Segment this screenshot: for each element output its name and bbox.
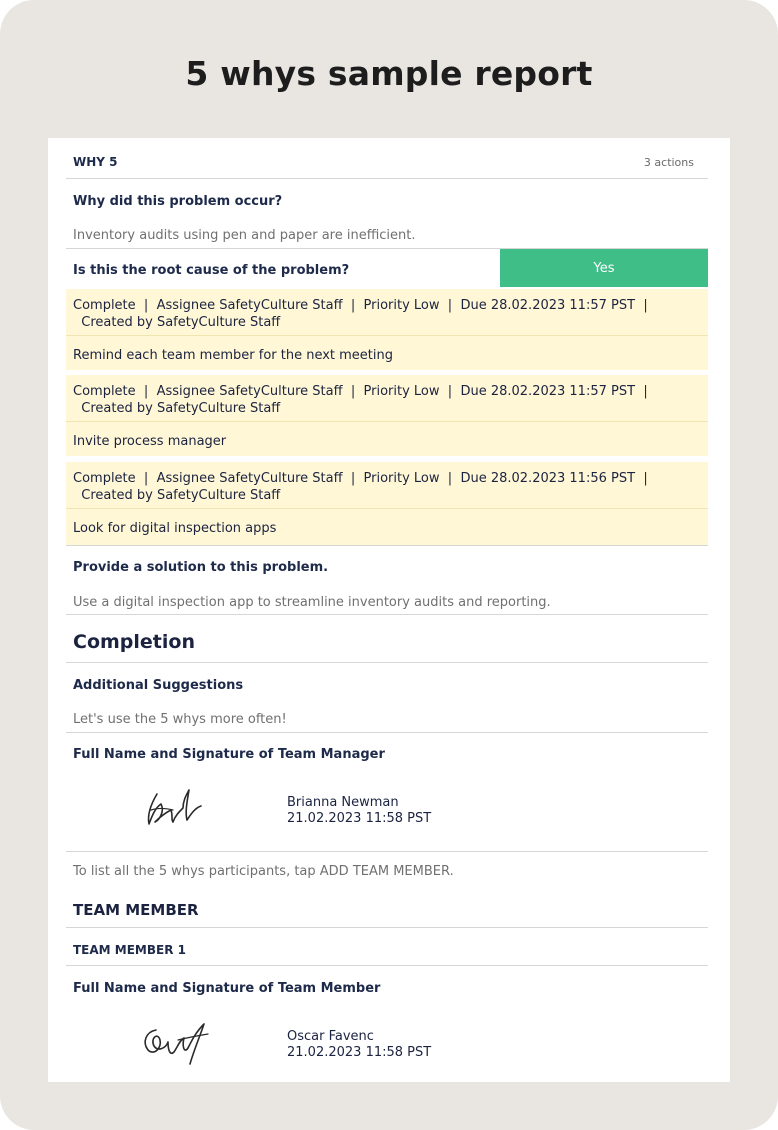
action-meta: Complete | Assignee SafetyCulture Staff | Priority Low | Due 28.02.2023 11:57 PST | Created by SafetyCulture Staff: [73, 384, 648, 416]
action-item-1[interactable]: [66, 289, 708, 370]
completion-heading: Completion: [73, 631, 195, 653]
manager-signature-label: Full Name and Signature of Team Manager: [73, 747, 385, 762]
divider: [66, 614, 708, 615]
divider: [66, 178, 708, 179]
divider: [66, 965, 708, 966]
action-title: Look for digital inspection apps: [73, 521, 277, 536]
manager-timestamp: 21.02.2023 11:58 PST: [287, 811, 432, 826]
action-meta: Complete | Assignee SafetyCulture Staff | Priority Low | Due 28.02.2023 11:56 PST | Created by SafetyCulture Staff: [73, 471, 648, 503]
divider: [66, 732, 708, 733]
action-title: Invite process manager: [73, 434, 227, 449]
action-meta: Complete | Assignee SafetyCulture Staff | Priority Low | Due 28.02.2023 11:57 PST | Created by SafetyCulture Staff: [73, 298, 648, 330]
why-heading: WHY 5: [73, 155, 118, 169]
member-name: Oscar Favenc: [287, 1029, 374, 1044]
participants-hint: To list all the 5 whys participants, tap ADD TEAM MEMBER.: [73, 864, 454, 879]
team-member-1-heading: TEAM MEMBER 1: [73, 943, 186, 957]
action-divider: [66, 335, 708, 336]
page-title: 5 whys sample report: [185, 54, 593, 93]
action-title: Remind each team member for the next meeting: [73, 348, 394, 363]
action-item-2[interactable]: [66, 375, 708, 456]
member-timestamp: 21.02.2023 11:58 PST: [287, 1045, 432, 1060]
action-divider: [66, 421, 708, 422]
member-signature-label: Full Name and Signature of Team Member: [73, 981, 381, 996]
solution-answer: Use a digital inspection app to streamline inventory audits and reporting.: [73, 595, 551, 610]
divider: [66, 851, 708, 852]
action-divider: [66, 508, 708, 509]
report-card: [48, 138, 730, 1082]
root-cause-question: Is this the root cause of the problem?: [73, 263, 350, 278]
why-question: Why did this problem occur?: [73, 194, 283, 209]
manager-signature-image: [143, 786, 207, 830]
manager-name: Brianna Newman: [287, 795, 399, 810]
team-member-heading: TEAM MEMBER: [73, 901, 199, 919]
divider: [66, 545, 708, 546]
suggestions-label: Additional Suggestions: [73, 678, 244, 693]
divider: [66, 662, 708, 663]
suggestions-value: Let's use the 5 whys more often!: [73, 712, 287, 727]
member-signature-image: [138, 1018, 216, 1068]
divider: [66, 927, 708, 928]
why-answer: Inventory audits using pen and paper are inefficient.: [73, 228, 416, 243]
actions-count: 3 actions: [643, 156, 694, 169]
solution-question: Provide a solution to this problem.: [73, 560, 329, 575]
root-cause-answer-badge: Yes: [500, 249, 708, 287]
action-item-3[interactable]: [66, 462, 708, 545]
